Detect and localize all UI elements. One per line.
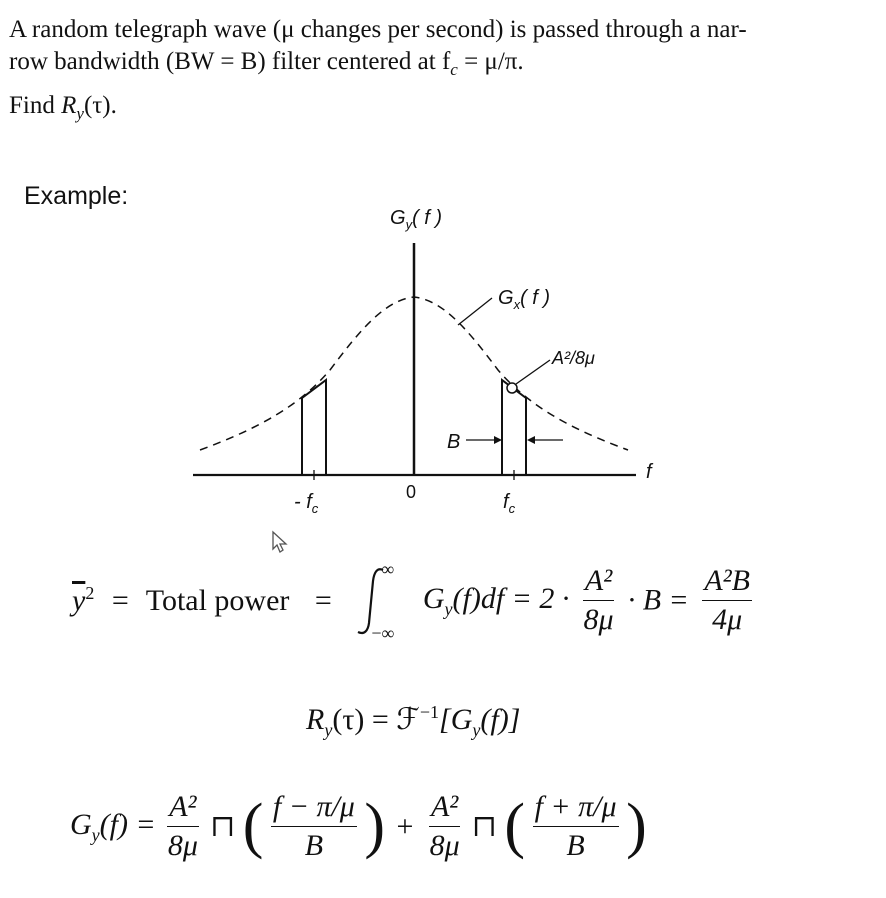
eq1-integrand: G <box>422 581 445 615</box>
eq3-frac2-num: A² <box>429 788 460 827</box>
eq3-arg1-num: f − π/μ <box>271 788 357 827</box>
example-label: Example: <box>24 182 129 210</box>
gy-label: $G_y$( f ) <box>390 207 443 232</box>
eq2-lhs-sub: y <box>324 720 333 740</box>
eq3-frac2 <box>429 788 460 865</box>
b-arrowhead-left <box>494 436 502 444</box>
integral-sign <box>353 558 405 643</box>
eq2-rest: (τ) = ℱ <box>332 703 420 736</box>
peak-marker <box>507 383 517 393</box>
paren-open-2: ( <box>504 792 526 860</box>
equation-gy <box>70 788 647 865</box>
paren-close-1: ) <box>364 792 386 860</box>
axis-f-label: f <box>646 461 652 483</box>
gx-label: $G_x$( f ) <box>498 287 551 312</box>
eq1-integrand-tail: (f)df = 2 · <box>452 581 570 615</box>
eq1-eq2: = <box>314 584 332 617</box>
eq3-frac1-num: A² <box>167 788 198 827</box>
equation-total-power <box>72 558 752 643</box>
mouse-cursor-icon <box>270 530 290 554</box>
eq1-lhs: $\overline{y}$ <box>72 584 86 617</box>
eq1-text: Total power <box>145 584 290 617</box>
find-expr: R <box>61 92 77 119</box>
paren-close-2: ) <box>626 792 647 860</box>
rect-function-icon-2: ⊓ <box>471 810 497 843</box>
eq3-frac2-den: 8μ <box>429 829 460 862</box>
neg-fc-label: - $f_c$ <box>294 491 319 516</box>
eq2-bracket-tail: (f)] <box>480 703 521 736</box>
eq3-plus: + <box>396 809 414 843</box>
eq1-frac2-num: A²B <box>702 562 752 601</box>
gx-leader <box>458 298 492 325</box>
find-sub: y <box>76 104 84 123</box>
peak-leader <box>516 360 550 384</box>
eq1-eq: = <box>111 584 129 617</box>
b-arrowhead-right <box>527 436 535 444</box>
eq1-frac2-den: 4μ <box>712 603 743 636</box>
eq3-lhs-sub: y <box>91 824 100 845</box>
integral-upper: ∞ <box>381 558 395 579</box>
eq3-lhs: G <box>70 807 92 841</box>
eq3-arg2-num: f + π/μ <box>533 788 619 827</box>
eq3-arg2-den: B <box>566 829 585 862</box>
find-prefix: Find <box>9 92 62 119</box>
eq3-frac1-den: 8μ <box>167 829 198 862</box>
eq3-arg2 <box>533 788 619 865</box>
find-tail: (τ). <box>83 92 117 119</box>
zero-label: 0 <box>406 482 417 502</box>
b-label: B <box>447 431 461 453</box>
problem-line-2-tail: = μ/π. <box>457 48 524 75</box>
eq1-frac1-den: 8μ <box>583 603 614 636</box>
problem-line-2-sub: c <box>450 60 458 79</box>
right-filter-band <box>502 380 526 475</box>
pos-fc-label: $f_c$ <box>503 491 516 516</box>
problem-line-2-text: row bandwidth (BW = B) filter centered at f <box>9 48 451 75</box>
problem-line-1: A random telegraph wave (μ changes per second) is passed through a nar- <box>9 16 747 43</box>
eq1-frac2 <box>702 562 752 639</box>
eq2-bracket-sub: y <box>472 720 481 740</box>
eq1-frac1-num: A² <box>583 562 614 601</box>
eq1-integrand-sub: y <box>444 598 453 619</box>
peak-label: A²/8μ <box>552 348 595 368</box>
eq1-lhs-sup: 2 <box>85 583 95 603</box>
eq2-bracket: [G <box>439 703 473 736</box>
eq1-frac1 <box>583 562 614 639</box>
equation-autocorrelation <box>306 702 520 741</box>
rect-function-icon: ⊓ <box>210 810 236 843</box>
paren-open-1: ( <box>242 792 264 860</box>
eq3-arg1-den: B <box>304 829 324 862</box>
integral-lower: −∞ <box>371 622 395 643</box>
left-filter-band <box>302 380 326 475</box>
eq2-sup: −1 <box>419 702 440 722</box>
eq1-mid: · B = <box>627 583 689 617</box>
eq3-arg1 <box>271 788 357 865</box>
eq3-frac1 <box>167 788 198 865</box>
eq3-lhs-tail: (f) = <box>99 807 156 841</box>
eq2-lhs: R <box>306 703 325 736</box>
